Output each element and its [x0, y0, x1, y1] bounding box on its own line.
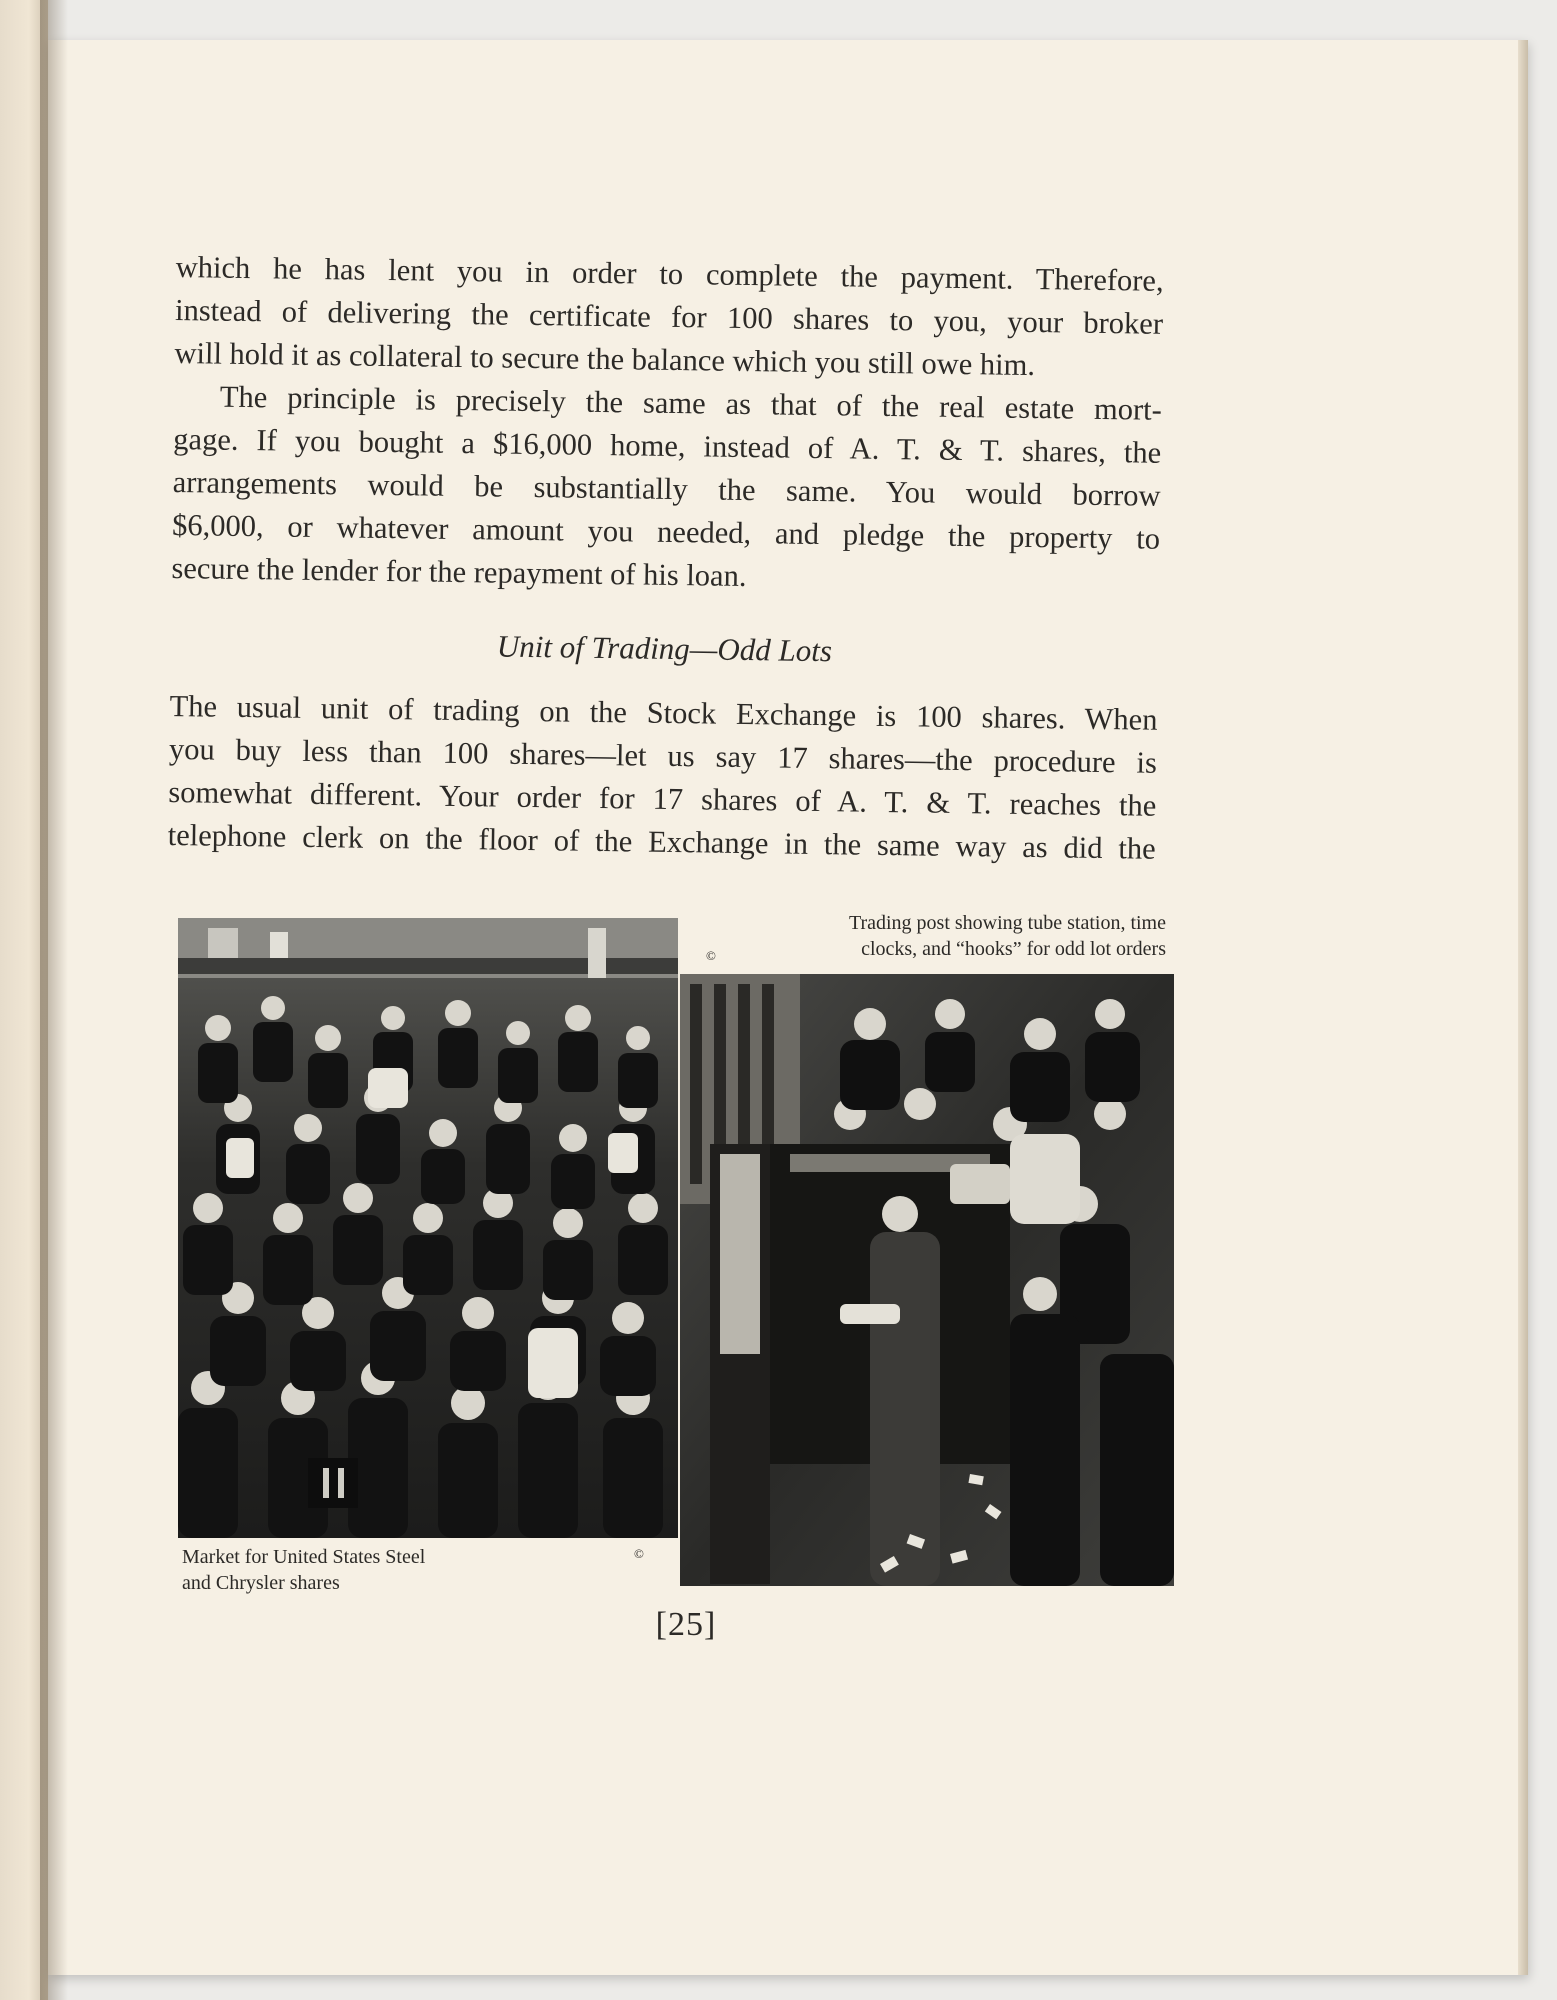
copyright-mark: © — [634, 1546, 644, 1561]
text-line: gage. If you bought a $16,000 home, instead of A. T. & T. shares, the — [173, 421, 1162, 470]
figure-caption-right — [720, 910, 1166, 962]
text-line: The usual unit of trading on the Stock Exchange is 100 shares. When — [169, 688, 1158, 737]
figure-caption-left — [182, 1544, 502, 1596]
trading-post-photo — [680, 974, 1174, 1586]
text-line: instead of delivering the certificate for 100 shares to you, your broker — [174, 292, 1164, 341]
page-edge — [1518, 40, 1528, 1975]
photo-trading-post — [680, 974, 1174, 1586]
copyright-mark: © — [706, 948, 716, 963]
text-line: will hold it as collateral to secure the balance which you still owe him. — [174, 335, 1036, 383]
text-line: telephone clerk on the floor of the Exchange in the same way as did the — [167, 817, 1156, 866]
trading-floor-photo — [178, 918, 678, 1538]
text-line: you buy less than 100 shares—let us say 17 shares—the procedure is — [168, 731, 1158, 780]
photo-trading-floor-crowd — [178, 918, 678, 1538]
caption-line: Trading post showing tube station, time — [848, 912, 1166, 934]
text-line: The principle is precisely the same as that of the real estate mort- — [219, 379, 1163, 427]
paragraph-2 — [171, 375, 1162, 604]
text-line: $6,000, or whatever amount you needed, and pledge the property to — [171, 507, 1161, 556]
caption-line: and Chrysler shares — [182, 1572, 340, 1594]
caption-line: Market for United States Steel — [182, 1546, 426, 1568]
paragraph-3 — [167, 685, 1157, 871]
page-number: [25] — [655, 1606, 717, 1643]
body-text — [167, 246, 1163, 871]
text-line: which he has lent you in order to complete the payment. Therefore, — [175, 249, 1164, 298]
gutter-shadow — [40, 0, 68, 2000]
text-line: arrangements would be substantially the same. You would borrow — [172, 464, 1161, 513]
section-heading: Unit of Trading—Odd Lots — [496, 628, 833, 669]
text-line: somewhat different. Your order for 17 shares of A. T. & T. reaches the — [168, 774, 1157, 823]
text-line: secure the lender for the repayment of his loan. — [171, 550, 747, 593]
paragraph-1 — [174, 246, 1164, 389]
caption-line: clocks, and “hooks” for odd lot orders — [861, 938, 1166, 960]
